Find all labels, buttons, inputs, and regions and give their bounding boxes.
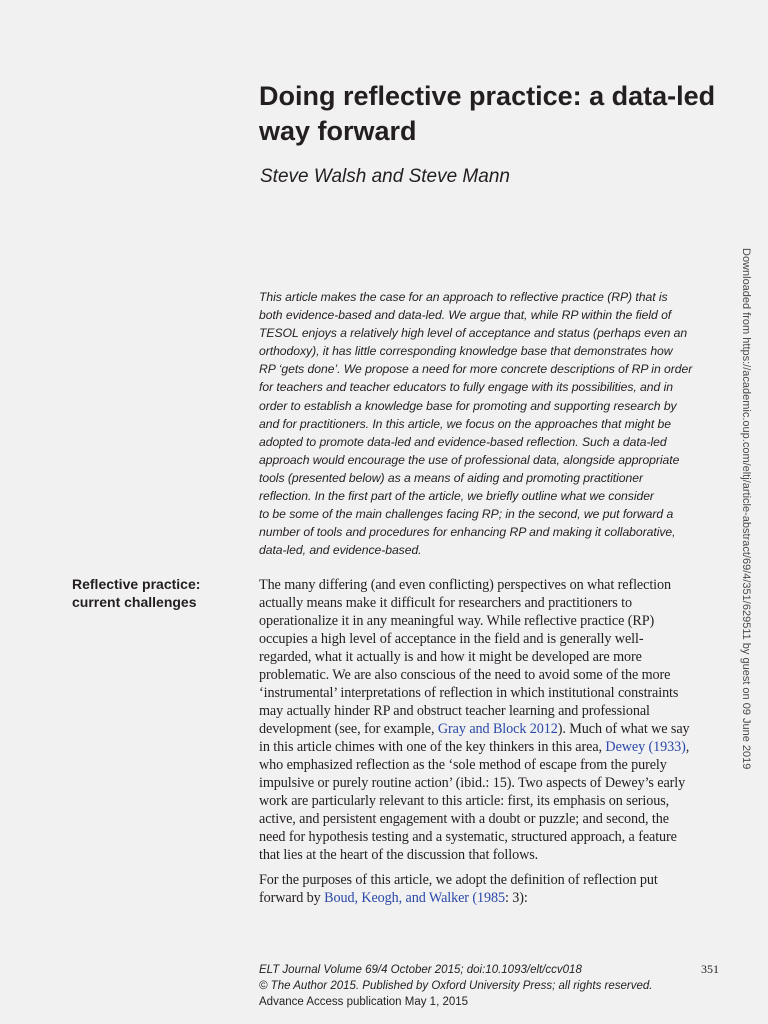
body-line: may actually hinder RP and obstruct teacher learning and professional	[259, 703, 650, 719]
abstract-line: number of tools and procedures for enhancing RP and making it collaborative,	[259, 525, 676, 540]
abstract-line: to be some of the main challenges facing RP; in the second, we put forward a	[259, 507, 674, 522]
citation-link[interactable]: Dewey (1933)	[605, 739, 686, 755]
page-number: 351	[701, 962, 719, 976]
body-line: occupies a high level of acceptance in the field and is generally well-	[259, 631, 644, 647]
body-line: development (see, for example, Gray and Block 2012). Much of what we say	[259, 721, 690, 737]
abstract-line: RP ‘gets done’. We propose a need for more concrete descriptions of RP in order	[259, 362, 693, 377]
body-paragraph-1	[259, 576, 739, 864]
body-line: in this article chimes with one of the key thinkers in this area, Dewey (1933),	[259, 739, 690, 755]
abstract-line: data-led, and evidence-based.	[259, 543, 422, 558]
abstract-line: approach would encourage the use of professional data, alongside appropriate	[259, 452, 680, 467]
body-line: that lies at the heart of the discussion that follows.	[259, 847, 539, 863]
citation-link[interactable]: Gray and Block 2012	[437, 721, 558, 737]
body-line: actually means make it difficult for researchers and practitioners to	[259, 595, 632, 611]
body-line: work are particularly relevant to this article: first, its emphasis on serious,	[259, 793, 670, 809]
body-line: operationalize it in any meaningful way. While reflective practice (RP)	[259, 613, 655, 629]
body-line: active, and persistent engagement with a doubt or puzzle; and second, the	[259, 811, 669, 827]
body-line: need for hypothesis testing and a systematic, structured approach, a feature	[259, 829, 677, 845]
download-watermark: Downloaded from https://academic.oup.com/eltj/article-abstract/69/4/351/629511 by guest on 09 June 2019	[740, 248, 752, 770]
body-line: For the purposes of this article, we adopt the definition of reflection put	[259, 872, 658, 888]
abstract-line: adopted to promote data-led and evidence-based reflection. Such a data-led	[259, 434, 667, 449]
body-line: impulsive or purely routine action’ (ibid.: 15). Two aspects of Dewey’s early	[259, 775, 686, 791]
article-authors: Steve Walsh and Steve Mann	[260, 166, 510, 187]
article-title: Doing reflective practice: a data-led way forward	[259, 81, 716, 146]
abstract-line: orthodoxy), it has little corresponding knowledge base that demonstrates how	[259, 344, 673, 359]
body-line: forward by Boud, Keogh, and Walker (1985: 3):	[259, 890, 528, 906]
body-line: The many differing (and even conflicting) perspectives on what reflection	[259, 577, 671, 593]
abstract-line: both evidence-based and data-led. We argue that, while RP within the field of	[259, 308, 672, 323]
abstract	[259, 288, 729, 559]
copyright-notice: © The Author 2015. Published by Oxford University Press; all rights reserved.	[259, 980, 653, 992]
abstract-line: reflection. In the first part of the article, we briefly outline what we consider	[259, 489, 654, 504]
body-line: regarded, what it actually is and how it might be developed are more	[259, 649, 642, 665]
journal-citation: ELT Journal Volume 69/4 October 2015; doi:10.1093/elt/ccv018	[259, 964, 582, 976]
body-text	[259, 576, 739, 914]
abstract-line: TESOL enjoys a relatively high level of acceptance and status (perhaps even an	[259, 326, 688, 341]
body-line: ‘instrumental’ interpretations of reflection in which institutional constraints	[259, 685, 679, 701]
advance-access-note: Advance Access publication May 1, 2015	[259, 996, 469, 1008]
abstract-line: tools (presented below) as a means of aiding and promoting practitioner	[259, 470, 643, 485]
body-line: who emphasized reflection as the ‘sole method of escape from the purely	[259, 757, 667, 773]
abstract-line: for teachers and teacher educators to fully engage with its possibilities, and in	[259, 380, 673, 395]
abstract-line: order to establish a knowledge base for promoting and supporting research by	[259, 398, 677, 413]
abstract-line: and for practitioners. In this article, we focus on the approaches that might be	[259, 416, 671, 431]
body-paragraph-2	[259, 871, 739, 907]
abstract-line: This article makes the case for an approach to reflective practice (RP) that is	[259, 290, 668, 304]
section-heading: Reflective practice: current challenges	[72, 576, 201, 610]
footer	[259, 962, 719, 1010]
body-line: problematic. We are also conscious of the need to avoid some of the more	[259, 667, 671, 683]
citation-link[interactable]: Boud, Keogh, and Walker (1985	[324, 890, 505, 906]
